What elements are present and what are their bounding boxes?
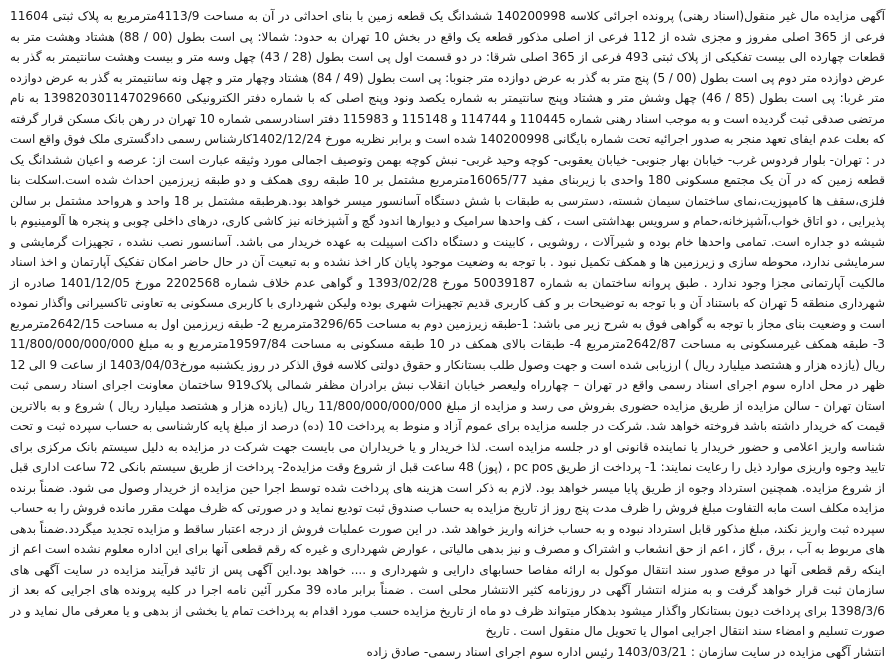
publication-signature-line: انتشار آگهی مزایده در سایت سازمان : 1403/03/21 رئیس اداره سوم اجرای اسناد رسمی- صادق زاده (10, 642, 885, 662)
auction-notice-body: آگهی مزایده مال غیر منقول(اسناد رهنی) پرونده اجرائی کلاسه 140200998 ششدانگ یک قطعه زمین با بنای احداثی در آن به مساحت 4113/9مترمربع به پلاک ثبتی 11604 فرعی از 365 اصلی مفروز و مجزی شده از 112 فرعی از اصلی مذکور قطعه یک واقع در بخش 10 تهران به حدود: شمالا: پی است بطول (00 / 88) هشتاد وهشت متر به قطعات چهارده الی بیست تفکیکی از پلاک ثبتی 493 فرعی از 365 اصلی شرقا: در دو قسمت اول پی است بطول (28 / 43) چهل وسه متر و بیست وهشت سانتیمتر به گذر به عرض دوازده متر دوم پی است بطول (00 / 5) پنج متر به گذر به عرض دوازده متر جنوبا: پی است بطول (49 / 84) هشتاد وچهار متر و چهل ونه سانتیمتر به گذر به عرض دوازده متر غربا: پی است بطول (85 / 46) چهل وشش متر و هشتاد وپنج سانتیمتر به شماره یکصد ونود وپنج اصلی که با شماره دفتر الکترونیکی 139820301147029660 به نام مرتضی صدقی ثبت گردیده است و به موجب اسناد رهنی شماره 110445 و 114744 و 115148 و 115983 دفتر اسنادرسمی شماره 10 تهران در رهن بانک مسکن قرار گرفته که بعلت عدم ایفای تعهد منجر به صدور اجرائیه تحت شماره بایگانی 140200998 شده است و برابر نظریه مورخ 1402/12/24کارشناس رسمی دادگستری ملک فوق واقع است در : تهران- بلوار فردوس غرب- خیابان بهار جنوبی- خیابان یعقوبی- کوچه وحید غربی- نبش کوچه بهمن وتوصیف اجمالی مورد وثیقه عبارت است از: عرصه و اعیان ششدانگ یک قطعه زمین که در آن یک مجتمع مسکونی 180 واحدی با زیربنای مفید 16065/77مترمربع مشتمل بر 10 طبقه روی همکف و دو طبقه زیرزمین احداث شده است.اسکلت بنا فلزی،سقف ها کامپوزیت،نمای ساختمان سیمان شسته، دسترسی به طبقات با شش دستگاه آسانسور میسر خواهد بود.هرطبقه مشتمل بر 18 واحد و هرواحد مشتمل بر سالن پذیرایی ، دو اتاق خواب،آشپزخانه،حمام و سرویس بهداشتی است ، کف واحدها سرامیک و دیوارها اندود گچ و آشپزخانه نیز کاشی کاری، درهای داخلی چوبی و پنجره ها آلومینیوم با شیشه دو جداره است. تمامی واحدها خام بوده و شیرآلات ، روشویی ، کابینت و دستگاه داکت اسپیلت به عهده خریدار می باشد. آسانسور نصب نشده ، تجهیزات گرمایشی و سرمایشی ندارد، محوطه سازی و زیرزمین ها و همکف تکمیل نبود . با توجه به وضعیت موجود پایان کار اخذ نشده و به تبعیت آن در حال حاضر امکان تفکیک آپارتمان و اخذ اسناد مالکیت آپارتمانی مجزا وجود ندارد . طبق پروانه ساختمان به شماره 50039187 مورخ 1393/02/28 و گواهی عدم خلاف شماره 2202568 مورخ 1401/12/05 صادره از شهرداری منطقه 5 تهران که باستناد آن و با توجه به توضیحات بر و کف کاربری قدیم تجهیزات شهری بوده ولیکن شهرداری با کاربری مسکونی به تعاونی تاکسیرانی واگذار نموده است و وضعیت بنای مجاز با توجه به گواهی فوق به شرح زیر می باشد: 1-طبقه زیرزمین دوم به مساحت 3296/65مترمربع 2- طبقه زیرزمین اول به مساحت 2642/15مترمربع 3- طبقه همکف غیرمسکونی به مساحت 2642/87مترمربع 4- طبقات بالای همکف در 10 طبقه مسکونی به مساحت 19597/84مترمربع و به مبلغ 11/800/000/000/000 ریال (یازده هزار و هشتصد میلیارد ریال ) ارزیابی شده است و جهت وصول طلب بستانکار و حقوق دولتی کلاسه فوق الذکر در روز یکشنبه مورخ1403/04/03 از ساعت 9 الی 12 ظهر در محل اداره سوم اجرای اسناد رسمی واقع در تهران – چهارراه ولیعصر خیابان انقلاب نبش برادران مظفر شمالی پلاک919 ساختمان معاونت اجرای اسناد رسمی ثبت استان تهران - سالن مزایده از طریق مزایده حضوری بفروش می رسد و مزایده از مبلغ 11/800/000/000/000 ریال (یازده هزار و هشتصد میلیارد ریال ) شروع و به بالاترین قیمت که خریدار داشته باشد فروخته خواهد شد. شرکت در جلسه مزایده برای عموم آزاد و منوط به پرداخت 10 (ده) درصد از مبلغ پایه کارشناسی به حساب سپرده ثبت و تحت شناسه واریز اعلامی و حضور خریدار یا نماینده قانونی او در جلسه مزایده است. لذا خریدار و یا خریداران می بایست جهت شرکت در مزایده به دلیل سیستم بانک مرکزی برای تایید وجوه واریزی موارد ذیل را رعایت نمایند: 1- پرداخت از طریق pc pos ، (پوز) 48 ساعت قبل از شروع وقت مزایده2- پرداخت از طریق سیستم بانکی 72 ساعت اداری قبل از شروع مزایده. همچنین استرداد وجوه از طریق پایا میسر خواهد بود. لازم به ذکر است هزینه های پرداخت شده توسط اجرا حین مزایده از خریدار وصول می شود. ضمناً برنده مزایده مکلف است مابه التفاوت مبلغ فروش را ظرف مدت پنج روز از تاریخ مزایده به حساب صندوق ثبت تودیع نماید و در صورتی که ظرف مهلت مقرر مانده فروش را به حساب سپرده ثبت واریز نکند، مبلغ مذکور قابل استرداد نبوده و به حساب خزانه واریز خواهد شد. در این صورت عملیات فروش از درجه اعتبار ساقط و مزایده تجدید میگردد.ضمناً بدهی های مربوط به آب ، برق ، گاز ، اعم از حق انشعاب و اشتراک و مصرف و نیز بدهی مالیاتی ، عوارض شهرداری و غیره که رقم قطعی آنها برای این اداره معلوم نشده است اعم از اینکه رقم قطعی آنها در موقع صدور سند انتقال موکول به ارائه مفاصا حسابهای دارایی و شهرداری و .... خواهد بود.این آگهی پس از تائید فرآیند مزایده در سایت آگهی های سازمان ثبت قرار خواهد گرفت و به منزله انتشار آگهی در روزنامه کثیر الانتشار محلی است . ضمناً برابر ماده 39 مکرر آئین نامه اجرا در کلیه پرونده های اجرایی که بعد از 1398/3/6 برای پرداخت دیون بستانکار واگذار میشود بدهکار میتواند ظرف دو ماه از تاریخ مزایده حسب مورد اقدام به پرداخت تمام یا بخشی از بدهی و یا معرفی مال نماید و در صورت تسلیم و امضاء سند انتقال اجرایی اموال یا تحویل مال منقول است . تاریخ (10, 6, 885, 642)
